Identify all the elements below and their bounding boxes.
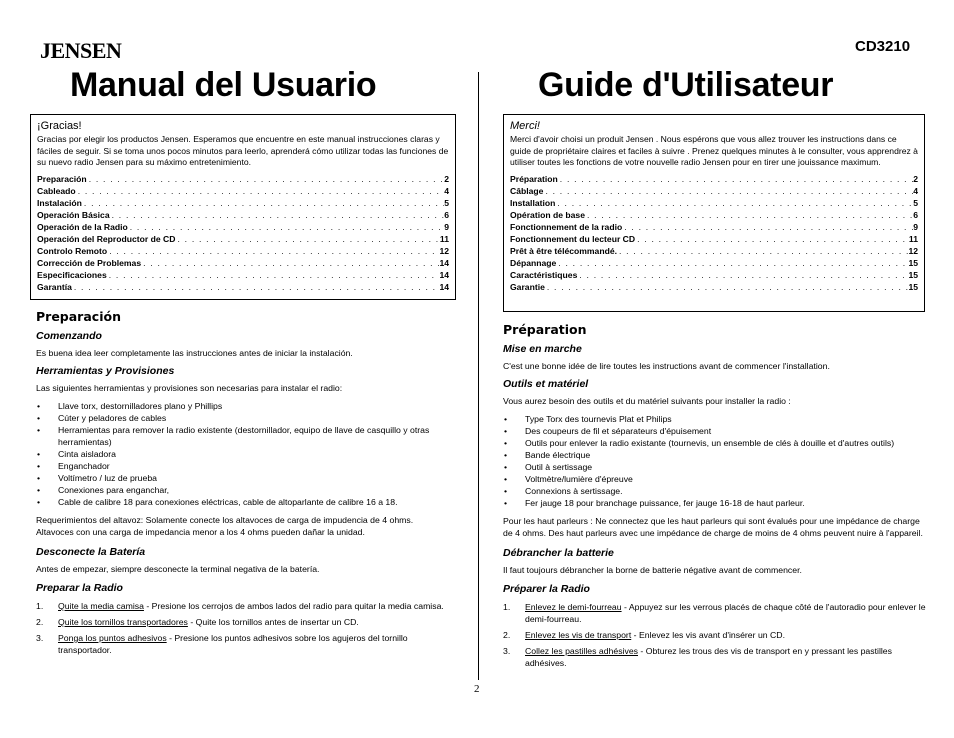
toc-entry-page: 4 bbox=[913, 185, 918, 196]
toc-leader-dots bbox=[107, 269, 440, 281]
subsection-title-es: Comenzando bbox=[36, 330, 102, 342]
toc-leader-dots bbox=[128, 221, 444, 233]
step-number: 2. bbox=[503, 630, 511, 640]
list-item: • Cable de calibre 18 para conexiones eléctricas, cable de altoparlante de calibre 16 a 18. bbox=[36, 496, 446, 508]
toc-entry-page: 11 bbox=[908, 233, 918, 244]
toc-entry-title: Operación del Reproductor de CD bbox=[37, 233, 176, 244]
toc-entry-title: Caractéristiques bbox=[510, 269, 578, 280]
toc-entry-page: 12 bbox=[908, 245, 918, 256]
toc-entry-page: 14 bbox=[439, 281, 449, 292]
thanks-heading-es: ¡Gracias! bbox=[37, 120, 82, 132]
toc-leader-dots bbox=[141, 257, 439, 269]
toc-leader-dots bbox=[577, 269, 908, 281]
toc-leader-dots bbox=[635, 233, 909, 245]
intro-box-es bbox=[30, 114, 456, 300]
toc-entry-page: 12 bbox=[439, 245, 449, 256]
toc-entry bbox=[510, 221, 918, 233]
toc-entry-page: 14 bbox=[439, 257, 449, 268]
subsection-title-fr: Préparer la Radio bbox=[503, 583, 590, 595]
toc-entry-title: Operación Básica bbox=[37, 209, 110, 220]
toc-leader-dots bbox=[76, 185, 445, 197]
list-item: • Bande électrique bbox=[503, 449, 933, 461]
toc-entry-title: Cableado bbox=[37, 185, 76, 196]
toc-leader-dots bbox=[87, 173, 445, 185]
toc-entry-page: 2 bbox=[444, 173, 449, 184]
step-item bbox=[36, 600, 451, 612]
step-title: Enlevez le demi-fourreau bbox=[525, 602, 622, 612]
toc-entry-page: 9 bbox=[444, 221, 449, 232]
toc-leader-dots bbox=[72, 281, 440, 293]
toc-leader-dots bbox=[556, 257, 908, 269]
step-number: 1. bbox=[503, 602, 511, 612]
step-description: - Presione los cerrojos de ambos lados del radio para quitar la media camisa. bbox=[143, 601, 444, 611]
toc-entry-title: Fonctionnement du lecteur CD bbox=[510, 233, 636, 244]
page-title-es: Manual del Usuario bbox=[70, 66, 377, 104]
list-item: • Type Torx des tournevis Plat et Philips bbox=[503, 413, 933, 425]
thanks-text-es: Gracias por elegir los productos Jensen. Esperamos que encuentre en este manual instrucciones claras y fáciles de seguir. Si se toma unos pocos minutos para leerlo, aprenderá cómo utilizar todas las funciones de su nuevo radio Jensen para su máximo entretenimiento. bbox=[37, 134, 449, 168]
toc-leader-dots bbox=[555, 197, 913, 209]
intro-box-fr bbox=[503, 114, 925, 312]
list-item: • Voltmètre/lumière d'épreuve bbox=[503, 473, 933, 485]
toc-entry bbox=[37, 197, 449, 209]
toc-entry-title: Câblage bbox=[510, 185, 544, 196]
step-description: - Obturez les trous des vis de transport en y pressant les pastilles adhésives. bbox=[525, 646, 892, 668]
jensen-logo: JENSEN bbox=[40, 38, 122, 63]
toc-entry-title: Garantie bbox=[510, 281, 545, 292]
toc-entry bbox=[37, 233, 449, 245]
toc-entry-page: 9 bbox=[913, 221, 918, 232]
section-title-es: Preparación bbox=[36, 309, 121, 324]
step-description: - Quite los tornillos antes de insertar un CD. bbox=[187, 617, 359, 627]
page-number: 2 bbox=[474, 683, 480, 695]
toc-entry-page: 5 bbox=[913, 197, 918, 208]
model-number: CD3210 bbox=[855, 38, 911, 55]
toc-entry-title: Controlo Remoto bbox=[37, 245, 108, 256]
toc-entry-title: Fonctionnement de la radio bbox=[510, 221, 623, 232]
step-item bbox=[36, 632, 451, 656]
step-number: 2. bbox=[36, 617, 44, 627]
thanks-heading-fr: Merci! bbox=[510, 120, 540, 132]
list-item: • Outils pour enlever la radio existante (tournevis, un ensemble de clés à douille et d'autres outils) bbox=[503, 437, 933, 449]
toc-entry bbox=[510, 185, 918, 197]
step-title: Quite la media camisa bbox=[58, 601, 144, 611]
toc-entry bbox=[37, 269, 449, 281]
paragraph-fr: Il faut toujours débrancher la borne de batterie négative avant de commencer. bbox=[503, 565, 802, 575]
toc-entry-title: Dépannage bbox=[510, 257, 557, 268]
toc-entry-page: 15 bbox=[908, 281, 918, 292]
list-item: • Voltímetro / luz de prueba bbox=[36, 472, 446, 484]
thanks-text-fr: Merci d'avoir choisi un produit Jensen . Nous espérons que vous allez trouver les instructions dans ce guide de propriétaire claires et faciles à suivre . Prenez quelques minutes à le consulter, vous apprendrez à utiliser toutes les fonctions de votre nouvelle radio Jensen pour en tirer une jouissance maximum. bbox=[510, 134, 918, 168]
toc-entry-page: 2 bbox=[913, 173, 918, 184]
step-description: - Appuyez sur les verrous placés de chaque côté de l'autoradio pour enlever le demi-fourreau. bbox=[525, 602, 926, 624]
toc-leader-dots bbox=[175, 233, 439, 245]
paragraph-fr: C'est une bonne idée de lire toutes les instructions avant de commencer l'installation. bbox=[503, 361, 830, 371]
toc-entry-title: Especificaciones bbox=[37, 269, 107, 280]
toc-entry-title: Opération de base bbox=[510, 209, 585, 220]
toc-entry bbox=[510, 257, 918, 269]
steps-list-fr bbox=[503, 601, 928, 669]
toc-entry bbox=[510, 209, 918, 221]
list-item: • Fer jauge 18 pour branchage puissance, fer jauge 16-18 de haut parleur. bbox=[503, 497, 933, 509]
toc-entry bbox=[510, 281, 918, 293]
toc-entry bbox=[37, 245, 449, 257]
toc-leader-dots bbox=[107, 245, 439, 257]
subsection-title-es: Herramientas y Provisiones bbox=[36, 365, 175, 377]
subsection-title-fr: Débrancher la batterie bbox=[503, 547, 614, 559]
toc-leader-dots bbox=[545, 281, 909, 293]
paragraph-fr: Vous aurez besoin des outils et du matériel suivants pour installer la radio : bbox=[503, 396, 791, 406]
table-of-contents-fr bbox=[510, 173, 918, 293]
toc-entry-title: Corrección de Problemas bbox=[37, 257, 142, 268]
list-item: • Enganchador bbox=[36, 460, 446, 472]
paragraph-es: Antes de empezar, siempre desconecte la terminal negativa de la batería. bbox=[36, 564, 320, 574]
step-title: Collez les pastilles adhésives bbox=[525, 646, 638, 656]
speaker-requirements-fr: Pour les haut parleurs : Ne connectez que les haut parleurs qui sont évalués pour une impédance de charge de 4 ohms. Des haut parleurs avec une impédance de charge de moins de 4 ohms peuvent nuire à l'appareil. bbox=[503, 516, 923, 538]
toc-entry bbox=[37, 185, 449, 197]
toc-entry bbox=[510, 197, 918, 209]
list-item: • Llave torx, destornilladores plano y Phillips bbox=[36, 400, 446, 412]
list-item: • Des coupeurs de fil et séparateurs d'épuisement bbox=[503, 425, 933, 437]
step-number: 3. bbox=[36, 633, 44, 643]
toc-leader-dots bbox=[617, 245, 908, 257]
step-title: Quite los tornillos transportadores bbox=[58, 617, 188, 627]
list-item: • Herramientas para remover la radio existente (destornillador, equipo de llave de casquillo y otras herramientas) bbox=[36, 424, 446, 448]
toc-entry-page: 15 bbox=[908, 269, 918, 280]
column-es bbox=[30, 114, 450, 660]
step-number: 3. bbox=[503, 646, 511, 656]
step-description: - Presione los puntos adhesivos sobre los agujeros del tornillo transportador. bbox=[58, 633, 408, 655]
toc-entry bbox=[37, 281, 449, 293]
step-description: - Enlevez les vis avant d'insérer un CD. bbox=[631, 630, 785, 640]
step-title: Enlevez les vis de transport bbox=[525, 630, 632, 640]
toc-leader-dots bbox=[558, 173, 913, 185]
list-item: • Connexions à sertissage. bbox=[503, 485, 933, 497]
toc-entry bbox=[37, 209, 449, 221]
paragraph-es: Es buena idea leer completamente las instrucciones antes de iniciar la instalación. bbox=[36, 348, 353, 358]
table-of-contents-es bbox=[37, 173, 449, 293]
toc-entry-title: Garantía bbox=[37, 281, 72, 292]
subsection-title-fr: Outils et matériel bbox=[503, 378, 589, 390]
toc-entry-title: Prêt à être télécommandé. bbox=[510, 245, 617, 256]
toc-entry-title: Installation bbox=[510, 197, 556, 208]
subsection-title-es: Preparar la Radio bbox=[36, 582, 123, 594]
toc-entry bbox=[37, 221, 449, 233]
toc-entry bbox=[510, 269, 918, 281]
step-item bbox=[36, 616, 451, 628]
toc-leader-dots bbox=[585, 209, 913, 221]
toc-entry-page: 11 bbox=[439, 233, 449, 244]
toc-entry-page: 5 bbox=[444, 197, 449, 208]
toc-entry bbox=[37, 173, 449, 185]
step-item bbox=[503, 601, 928, 625]
list-item: • Cúter y peladores de cables bbox=[36, 412, 446, 424]
step-item bbox=[503, 645, 928, 669]
column-divider bbox=[478, 72, 479, 680]
step-item bbox=[503, 629, 928, 641]
toc-entry-page: 15 bbox=[908, 257, 918, 268]
toc-entry-page: 6 bbox=[913, 209, 918, 220]
speaker-requirements-es: Requerimientos del altavoz: Solamente conecte los altavoces de carga de impudencia de 4 ohms. Altavoces con una carga de impedancia menor a los 4 ohms pueden dañar la unidad. bbox=[36, 515, 414, 537]
subsection-title-es: Desconecte la Batería bbox=[36, 546, 146, 558]
toc-entry bbox=[510, 245, 918, 257]
page-title-fr: Guide d'Utilisateur bbox=[538, 66, 834, 104]
paragraph-es: Las siguientes herramientas y provisiones son necesarias para instalar el radio: bbox=[36, 383, 343, 393]
toc-entry-page: 4 bbox=[444, 185, 449, 196]
tools-list-es bbox=[36, 400, 446, 508]
toc-entry bbox=[510, 173, 918, 185]
column-fr bbox=[503, 114, 926, 673]
toc-entry-title: Préparation bbox=[510, 173, 558, 184]
toc-leader-dots bbox=[543, 185, 913, 197]
step-title: Ponga los puntos adhesivos bbox=[58, 633, 167, 643]
toc-entry-title: Operación de la Radio bbox=[37, 221, 128, 232]
list-item: • Cinta aisladora bbox=[36, 448, 446, 460]
toc-leader-dots bbox=[82, 197, 444, 209]
toc-entry-page: 6 bbox=[444, 209, 449, 220]
toc-entry bbox=[510, 233, 918, 245]
toc-entry-page: 14 bbox=[439, 269, 449, 280]
toc-entry-title: Instalación bbox=[37, 197, 82, 208]
list-item: • Conexiones para enganchar, bbox=[36, 484, 446, 496]
section-title-fr: Préparation bbox=[503, 322, 587, 337]
tools-list-fr bbox=[503, 413, 933, 509]
step-number: 1. bbox=[36, 601, 44, 611]
toc-leader-dots bbox=[110, 209, 445, 221]
toc-entry-title: Preparación bbox=[37, 173, 87, 184]
toc-entry bbox=[37, 257, 449, 269]
toc-leader-dots bbox=[622, 221, 913, 233]
subsection-title-fr: Mise en marche bbox=[503, 343, 582, 355]
list-item: • Outil à sertissage bbox=[503, 461, 933, 473]
steps-list-es bbox=[36, 600, 451, 656]
